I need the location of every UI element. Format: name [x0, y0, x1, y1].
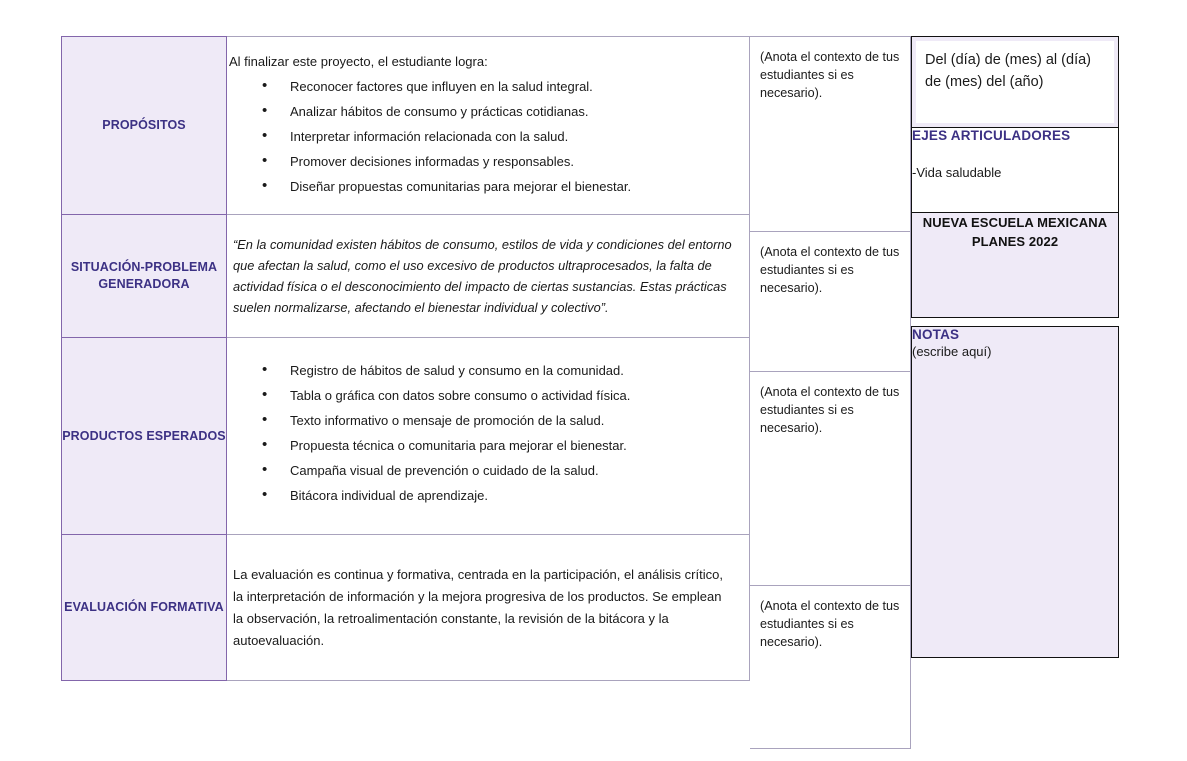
- list-item: • Reconocer factores que influyen en la salud integral.: [227, 77, 749, 97]
- sidebar-spacer-row: [912, 318, 1119, 327]
- date-range-cell: [912, 37, 1119, 128]
- context-row: [750, 586, 911, 749]
- row-content-evaluacion-formativa: [227, 535, 750, 681]
- list-item: • Texto informativo o mensaje de promoción de la salud.: [227, 411, 749, 431]
- list-item: • Tabla o gráfica con datos sobre consumo o actividad física.: [227, 386, 749, 406]
- context-row: [750, 232, 911, 372]
- ejes-articuladores-title: EJES ARTICULADORES: [912, 128, 1071, 143]
- context-cell-situacion-problema[interactable]: (Anota el contexto de tus estudiantes si es necesario).: [750, 232, 911, 372]
- sidebar-panel: [911, 36, 1119, 658]
- row-content-propositos: [227, 37, 750, 215]
- row-label-productos-esperados: PRODUCTOS ESPERADOS: [62, 338, 227, 535]
- list-item: • Promover decisiones informadas y responsables.: [227, 152, 749, 172]
- propositos-intro: Al finalizar este proyecto, el estudiante logra:: [229, 53, 488, 69]
- context-row: [750, 37, 911, 232]
- table-row: [62, 37, 750, 215]
- list-item: • Registro de hábitos de salud y consumo en la comunidad.: [227, 361, 749, 381]
- nem-banner-line2: PLANES 2022: [971, 234, 1059, 249]
- nem-banner-line1: NUEVA ESCUELA MEXICANA: [922, 215, 1108, 230]
- table-row: [62, 215, 750, 338]
- list-item: • Interpretar información relacionada con la salud.: [227, 127, 749, 147]
- notas-cell[interactable]: [912, 327, 1119, 658]
- sidebar-spacer: [912, 318, 1119, 327]
- row-label-propositos: PROPÓSITOS: [62, 37, 227, 215]
- row-label-evaluacion-formativa: EVALUACIÓN FORMATIVA: [62, 535, 227, 681]
- row-content-productos-esperados: [227, 338, 750, 535]
- list-item: • Campaña visual de prevención o cuidado de la salud.: [227, 461, 749, 481]
- productos-bullet-list: [227, 361, 749, 506]
- nem-banner-cell: [912, 213, 1119, 318]
- row-label-situacion-problema: SITUACIÓN-PROBLEMA GENERADORA: [62, 215, 227, 338]
- table-row: [62, 535, 750, 681]
- context-row: [750, 372, 911, 586]
- list-item: • Bitácora individual de aprendizaje.: [227, 486, 749, 506]
- ejes-articuladores-cell: [912, 128, 1119, 213]
- sidebar-row: [912, 37, 1119, 128]
- context-cell-productos-esperados[interactable]: (Anota el contexto de tus estudiantes si es necesario).: [750, 372, 911, 586]
- evaluacion-paragraph: La evaluación es continua y formativa, centrada en la participación, el análisis crítico, la interpretación de información y la mejora progresiva de los productos. Se emplean la observación, la retroalimentación constante, la revisión de la bitácora y la autoevaluación.: [233, 566, 723, 648]
- propositos-bullet-list: [227, 77, 749, 197]
- context-column: [750, 36, 911, 749]
- date-range-input[interactable]: Del (día) de (mes) al (día) de (mes) del (año): [916, 41, 1114, 123]
- situacion-problema-quote: “En la comunidad existen hábitos de consumo, estilos de vida y condiciones del entorno que afectan la salud, como el uso excesivo de productos ultraprocesados, la falta de actividad física o el desconocimiento del impacto de ciertas sustancias. Estas prácticas suelen normalizarse, afectando el bienestar individual y colectivo”.: [233, 237, 732, 315]
- ejes-articuladores-item: -Vida saludable: [912, 165, 1002, 180]
- list-item: • Analizar hábitos de consumo y prácticas cotidianas.: [227, 102, 749, 122]
- notas-placeholder: (escribe aquí): [912, 344, 992, 359]
- sidebar-row: [912, 327, 1119, 658]
- list-item: • Propuesta técnica o comunitaria para mejorar el bienestar.: [227, 436, 749, 456]
- sidebar-row: [912, 128, 1119, 213]
- context-cell-evaluacion-formativa[interactable]: (Anota el contexto de tus estudiantes si es necesario).: [750, 586, 911, 749]
- notas-title: NOTAS: [912, 327, 960, 342]
- sidebar-row: [912, 213, 1119, 318]
- list-item: • Diseñar propuestas comunitarias para mejorar el bienestar.: [227, 177, 749, 197]
- row-content-situacion-problema: [227, 215, 750, 338]
- planning-table: [61, 36, 750, 681]
- table-row: [62, 338, 750, 535]
- context-cell-propositos[interactable]: (Anota el contexto de tus estudiantes si es necesario).: [750, 37, 911, 232]
